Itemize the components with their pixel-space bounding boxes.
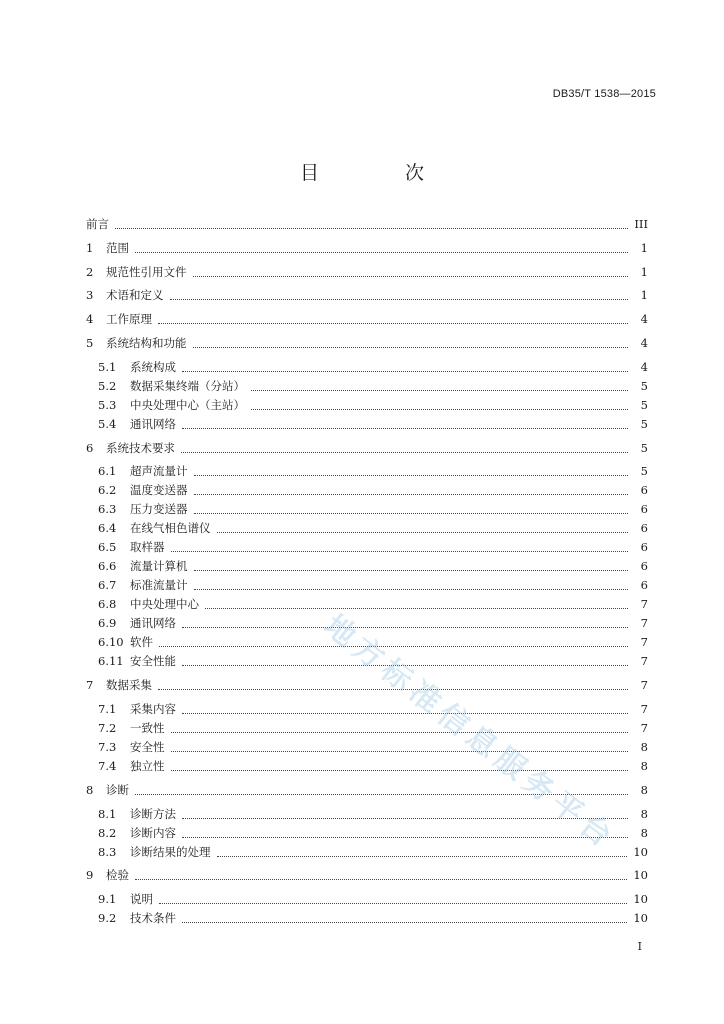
- toc-entry-page: 5: [640, 416, 648, 431]
- toc-entry-number: 6.5: [98, 540, 117, 555]
- toc-entry-number: 6.6: [98, 559, 117, 574]
- doc-code: DB35/T 1538—2015: [552, 88, 656, 100]
- toc-leader-dots: [182, 825, 628, 838]
- toc-entry-number: 5.4: [98, 416, 117, 431]
- page-number: I: [637, 940, 642, 953]
- toc-entry-number: 6.8: [98, 597, 117, 612]
- toc-leader-dots: [159, 891, 627, 904]
- toc-entry-number: 6.11: [98, 654, 124, 669]
- toc-entry-number: 3: [86, 288, 94, 303]
- toc-leader-dots: [171, 539, 629, 552]
- toc-entry-page: 7: [640, 635, 648, 650]
- toc-entry[interactable]: [86, 416, 648, 432]
- toc-entry[interactable]: [86, 287, 648, 303]
- toc-entry[interactable]: [86, 867, 648, 883]
- toc-entry[interactable]: [86, 482, 648, 498]
- toc-entry-label: 系统技术要求: [106, 440, 175, 455]
- toc-entry-page: 6: [640, 521, 648, 536]
- toc-entry-page: 6: [640, 559, 648, 574]
- toc-entry[interactable]: [86, 335, 648, 351]
- toc-leader-dots: [158, 311, 628, 324]
- toc-entry-page: 5: [640, 440, 648, 455]
- toc-entry-label: 在线气相色谱仪: [130, 521, 211, 536]
- toc-entry-page: 6: [640, 483, 648, 498]
- toc-entry-page: 1: [640, 288, 648, 303]
- toc-entry[interactable]: [86, 653, 648, 669]
- toc-entry-number: 6: [86, 440, 94, 455]
- toc-entry-page: 5: [640, 464, 648, 479]
- toc-entry-page: 7: [640, 616, 648, 631]
- toc-entry[interactable]: [86, 677, 648, 693]
- toc-entry-label: 压力变送器: [130, 502, 188, 517]
- toc-entry-label: 安全性: [130, 739, 165, 754]
- toc-entry-number: 8: [86, 782, 94, 797]
- toc-entry-number: 7.3: [98, 739, 117, 754]
- watermark: 地方标准信息服务平台: [317, 608, 623, 858]
- toc-entry-label: 中央处理中心: [130, 597, 199, 612]
- toc-entry-number: 7.2: [98, 720, 117, 735]
- toc-entry-page: 1: [640, 264, 648, 279]
- toc-entry-label: 通讯网络: [130, 416, 176, 431]
- toc-entry-label: 技术条件: [130, 911, 176, 926]
- toc-entry[interactable]: [86, 720, 648, 736]
- toc-entry-number: 5: [86, 335, 94, 350]
- toc-entry[interactable]: [86, 782, 648, 798]
- toc-entry[interactable]: [86, 520, 648, 536]
- toc-entry-label: 独立性: [130, 758, 165, 773]
- toc-entry-page: 7: [640, 678, 648, 693]
- toc-entry-number: 6.3: [98, 502, 117, 517]
- toc-leader-dots: [251, 397, 628, 410]
- toc-entry-number: 4: [86, 312, 94, 327]
- toc-leader-dots: [170, 287, 629, 300]
- toc-entry-page: 8: [640, 782, 648, 797]
- toc-entry-page: 4: [640, 312, 648, 327]
- toc-entry-label: 采集内容: [130, 701, 176, 716]
- toc-entry[interactable]: [86, 615, 648, 631]
- toc-leader-dots: [182, 653, 628, 666]
- toc-entry[interactable]: [86, 634, 648, 650]
- toc-entry-page: 7: [640, 597, 648, 612]
- toc-entry[interactable]: [86, 910, 648, 926]
- toc-entry[interactable]: [86, 359, 648, 375]
- toc-entry[interactable]: [86, 264, 648, 280]
- toc-entry-number: 6.9: [98, 616, 117, 631]
- toc-leader-dots: [251, 378, 628, 391]
- toc-entry-page: III: [634, 217, 648, 231]
- toc-leader-dots: [194, 558, 629, 571]
- toc-entry-label: 诊断方法: [130, 806, 176, 821]
- toc-entry[interactable]: [86, 440, 648, 456]
- toc-entry-page: 8: [640, 825, 648, 840]
- toc-entry-page: 10: [633, 844, 648, 859]
- toc-entry-page: 6: [640, 578, 648, 593]
- toc-entry[interactable]: [86, 844, 648, 860]
- toc-leader-dots: [159, 634, 628, 647]
- toc-entry-label: 前言: [86, 217, 109, 231]
- toc-entry-page: 10: [633, 868, 648, 883]
- toc-entry-page: 4: [640, 335, 648, 350]
- toc-entry-number: 7.1: [98, 701, 117, 716]
- toc-entry[interactable]: [86, 577, 648, 593]
- toc-entry-label: 数据采集: [106, 678, 152, 693]
- toc-leader-dots: [182, 615, 628, 628]
- toc-leader-dots: [182, 416, 628, 429]
- toc-entry-label: 工作原理: [106, 312, 152, 327]
- toc-entry[interactable]: [86, 311, 648, 327]
- toc-entry-label: 说明: [130, 892, 153, 907]
- toc-leader-dots: [158, 677, 628, 690]
- toc-leader-dots: [217, 520, 629, 533]
- toc-entry-number: 8.3: [98, 844, 117, 859]
- toc-entry-label: 检验: [106, 868, 129, 883]
- toc-entry-page: 4: [640, 359, 648, 374]
- toc-leader-dots: [171, 758, 629, 771]
- toc-leader-dots: [171, 720, 629, 733]
- toc-entry-page: 7: [640, 720, 648, 735]
- toc-entry-page: 6: [640, 502, 648, 517]
- toc-entry-number: 9.1: [98, 892, 117, 907]
- toc-entry[interactable]: [86, 216, 648, 232]
- toc-entry-label: 规范性引用文件: [106, 264, 187, 279]
- toc-entry-number: 6.1: [98, 464, 117, 479]
- toc-entry-number: 9: [86, 868, 94, 883]
- toc-entry-number: 2: [86, 264, 94, 279]
- toc-entry-label: 一致性: [130, 720, 165, 735]
- toc-leader-dots: [171, 739, 629, 752]
- toc-leader-dots: [135, 240, 628, 253]
- toc-leader-dots: [193, 264, 629, 277]
- toc-entry[interactable]: [86, 701, 648, 717]
- toc-entry-page: 5: [640, 378, 648, 393]
- toc-entry-page: 1: [640, 240, 648, 255]
- toc-entry-number: 9.2: [98, 911, 117, 926]
- toc-entry-label: 超声流量计: [130, 464, 188, 479]
- toc-entry[interactable]: [86, 806, 648, 822]
- toc-entry-label: 系统构成: [130, 359, 176, 374]
- toc-entry-page: 7: [640, 701, 648, 716]
- toc-entry-number: 1: [86, 240, 94, 255]
- table-of-contents: [86, 216, 648, 926]
- toc-entry-label: 范围: [106, 240, 129, 255]
- toc-entry-label: 取样器: [130, 540, 165, 555]
- toc-leader-dots: [181, 440, 628, 453]
- toc-entry-number: 7.4: [98, 758, 117, 773]
- toc-leader-dots: [194, 463, 629, 476]
- toc-entry[interactable]: [86, 501, 648, 517]
- toc-leader-dots: [182, 910, 627, 923]
- page-title: 目 次: [299, 162, 465, 184]
- toc-leader-dots: [182, 806, 628, 819]
- toc-leader-dots: [194, 501, 629, 514]
- toc-entry-number: 5.3: [98, 397, 117, 412]
- toc-entry-label: 诊断内容: [130, 825, 176, 840]
- toc-entry-label: 温度变送器: [130, 483, 188, 498]
- toc-entry-number: 5.2: [98, 378, 117, 393]
- toc-leader-dots: [193, 335, 629, 348]
- toc-entry-label: 诊断: [106, 782, 129, 797]
- toc-entry-number: 8.1: [98, 806, 117, 821]
- toc-entry-number: 5.1: [98, 359, 117, 374]
- toc-entry-number: 8.2: [98, 825, 117, 840]
- toc-entry-number: 6.10: [98, 635, 124, 650]
- toc-entry-page: 10: [633, 892, 648, 907]
- toc-entry-label: 安全性能: [130, 654, 176, 669]
- toc-entry[interactable]: [86, 397, 648, 413]
- toc-entry-label: 软件: [130, 635, 153, 650]
- toc-entry[interactable]: [86, 240, 648, 256]
- toc-entry-label: 数据采集终端（分站）: [130, 378, 245, 393]
- toc-entry[interactable]: [86, 378, 648, 394]
- toc-entry-number: 6.4: [98, 521, 117, 536]
- toc-entry[interactable]: [86, 758, 648, 774]
- toc-leader-dots: [115, 216, 628, 229]
- toc-entry[interactable]: [86, 558, 648, 574]
- toc-entry-page: 8: [640, 758, 648, 773]
- toc-entry-page: 8: [640, 739, 648, 754]
- toc-leader-dots: [135, 867, 627, 880]
- toc-leader-dots: [194, 577, 629, 590]
- toc-entry[interactable]: [86, 596, 648, 612]
- toc-leader-dots: [194, 482, 629, 495]
- toc-entry[interactable]: [86, 539, 648, 555]
- toc-entry[interactable]: [86, 891, 648, 907]
- toc-entry[interactable]: [86, 739, 648, 755]
- toc-entry-label: 系统结构和功能: [106, 335, 187, 350]
- toc-entry-label: 通讯网络: [130, 616, 176, 631]
- toc-leader-dots: [182, 701, 628, 714]
- toc-entry-page: 6: [640, 540, 648, 555]
- toc-entry-label: 流量计算机: [130, 559, 188, 574]
- toc-entry-number: 6.7: [98, 578, 117, 593]
- toc-leader-dots: [217, 844, 628, 857]
- toc-leader-dots: [182, 359, 628, 372]
- toc-entry-page: 10: [633, 911, 648, 926]
- toc-entry-page: 7: [640, 654, 648, 669]
- toc-entry-label: 标准流量计: [130, 578, 188, 593]
- toc-entry-page: 5: [640, 397, 648, 412]
- toc-entry-number: 7: [86, 678, 94, 693]
- toc-leader-dots: [205, 596, 628, 609]
- toc-entry-page: 8: [640, 806, 648, 821]
- toc-entry-number: 6.2: [98, 483, 117, 498]
- toc-entry-label: 中央处理中心（主站）: [130, 397, 245, 412]
- toc-entry[interactable]: [86, 463, 648, 479]
- toc-leader-dots: [135, 782, 628, 795]
- toc-entry[interactable]: [86, 825, 648, 841]
- toc-entry-label: 术语和定义: [106, 288, 164, 303]
- toc-entry-label: 诊断结果的处理: [130, 844, 211, 859]
